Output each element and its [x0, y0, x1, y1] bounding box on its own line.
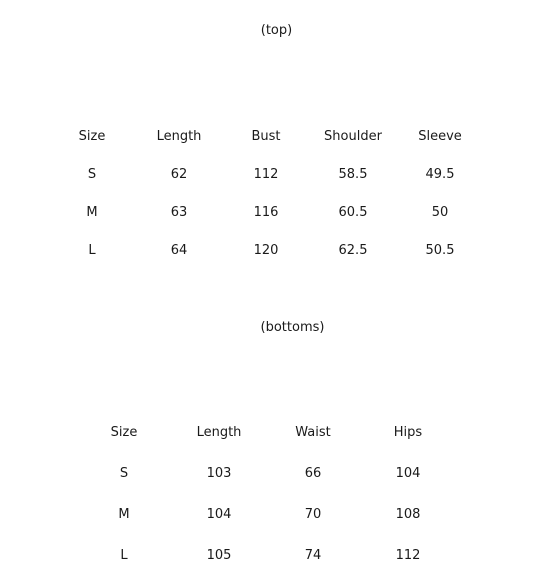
- table-cell: L: [120, 548, 128, 563]
- table-row: [0, 505, 533, 525]
- table-row: [0, 165, 533, 185]
- header-length: Length: [156, 129, 202, 144]
- table-cell: 60.5: [338, 205, 368, 220]
- table-header-row: [0, 423, 533, 443]
- table-cell: 70: [304, 507, 322, 522]
- header-bust: Bust: [251, 129, 281, 144]
- header-size: Size: [110, 425, 138, 440]
- table-row: [0, 546, 533, 566]
- top-section-title: (top): [260, 23, 293, 38]
- table-cell: 104: [395, 466, 421, 481]
- header-size: Size: [78, 129, 106, 144]
- table-cell: S: [87, 167, 97, 182]
- table-cell: 50.5: [425, 243, 455, 258]
- table-cell: 112: [395, 548, 421, 563]
- table-cell: 112: [253, 167, 279, 182]
- table-cell: S: [119, 466, 129, 481]
- table-cell: 62: [170, 167, 188, 182]
- bottoms-section-title: (bottoms): [260, 320, 325, 335]
- table-cell: M: [118, 507, 130, 522]
- header-sleeve: Sleeve: [418, 129, 462, 144]
- header-length: Length: [196, 425, 242, 440]
- header-waist: Waist: [295, 425, 331, 440]
- table-cell: 108: [395, 507, 421, 522]
- table-cell: 63: [170, 205, 188, 220]
- table-cell: 62.5: [338, 243, 368, 258]
- table-row: [0, 203, 533, 223]
- table-cell: L: [88, 243, 96, 258]
- table-header-row: [0, 127, 533, 147]
- table-cell: 116: [253, 205, 279, 220]
- table-cell: 105: [206, 548, 232, 563]
- table-row: [0, 241, 533, 261]
- table-cell: 120: [253, 243, 279, 258]
- table-cell: 66: [304, 466, 322, 481]
- table-cell: 58.5: [338, 167, 368, 182]
- table-cell: 49.5: [425, 167, 455, 182]
- header-hips: Hips: [393, 425, 423, 440]
- table-cell: 50: [431, 205, 449, 220]
- table-cell: 64: [170, 243, 188, 258]
- header-shoulder: Shoulder: [324, 129, 382, 144]
- table-cell: 103: [206, 466, 232, 481]
- table-cell: M: [86, 205, 98, 220]
- table-cell: 104: [206, 507, 232, 522]
- table-cell: 74: [304, 548, 322, 563]
- table-row: [0, 464, 533, 484]
